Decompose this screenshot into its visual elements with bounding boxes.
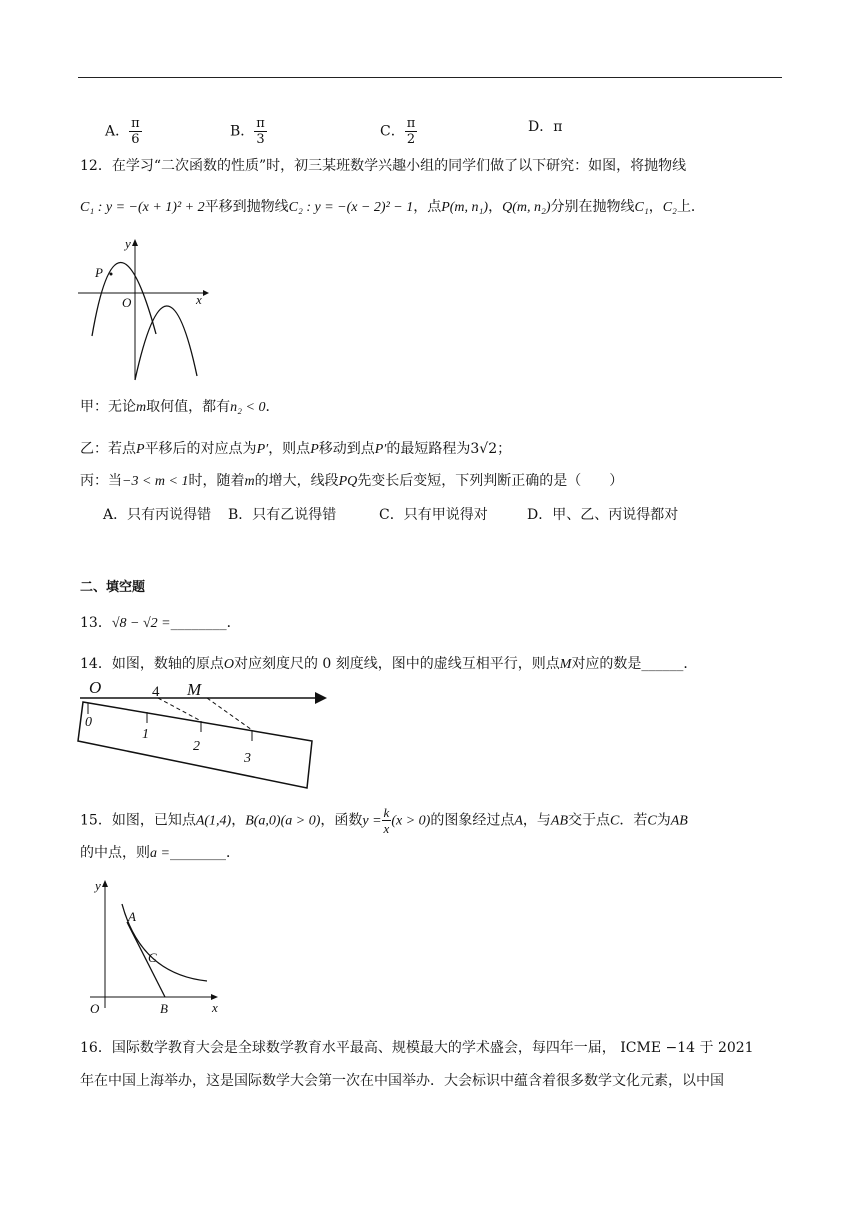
var-p: P — [310, 442, 319, 457]
option-label: C． — [380, 123, 405, 140]
text: 乙：若点 — [80, 441, 136, 457]
statement-yi — [80, 440, 511, 459]
point-b: B(a,0)(a > 0) — [245, 813, 321, 829]
label-x: x — [196, 292, 202, 307]
text: ．若 — [619, 812, 648, 829]
var-p: P — [136, 442, 145, 457]
text: ． — [225, 845, 240, 861]
var-m: M — [559, 657, 572, 672]
x-axis-arrow — [203, 290, 209, 296]
text: 15．如图，已知点 — [80, 812, 196, 829]
label-y: y — [125, 236, 131, 251]
q11-option-b — [230, 116, 267, 147]
q14-ruler-figure — [75, 676, 335, 791]
label-a: A — [128, 909, 136, 924]
fraction — [405, 116, 418, 147]
text: ． — [226, 615, 241, 631]
fraction — [382, 805, 392, 836]
answer-blank: ________ — [170, 615, 227, 631]
text: ，与 — [522, 812, 551, 829]
answer-blank: ________ — [169, 845, 226, 861]
text: 移动到点 — [318, 441, 375, 457]
ruler-label-0: 0 — [85, 715, 92, 730]
label-p: P — [95, 265, 103, 280]
text: ． — [265, 399, 280, 415]
q11-option-a — [105, 116, 142, 147]
text: ， — [648, 199, 663, 215]
text: ，则点 — [268, 441, 311, 457]
text: 对应刻度尺的 0 刻度线，图中的虚线互相平行，则点 — [233, 656, 560, 672]
text: ，点 — [413, 199, 442, 215]
condition: (x > 0) — [391, 813, 431, 829]
expression: √8 − √2 = — [111, 616, 171, 631]
inequality: −3 < m < 1 — [122, 474, 189, 489]
numerator: π — [406, 116, 416, 131]
text: ； — [497, 441, 512, 457]
text: 对应的数是______． — [571, 656, 698, 672]
text: ， — [231, 812, 246, 829]
text: 丙：当 — [80, 473, 122, 489]
c1: C₁ — [634, 200, 649, 215]
var-c: C — [647, 813, 657, 829]
c2: C₂ — [662, 200, 677, 215]
point-a: A(1,4) — [195, 813, 232, 829]
header-rule — [78, 77, 782, 78]
label-4: 4 — [152, 684, 160, 700]
var-p-prime: P′ — [256, 442, 269, 457]
fraction — [129, 116, 142, 147]
q11-option-c — [380, 116, 417, 147]
y-axis-arrow — [132, 239, 138, 246]
denominator: 6 — [131, 132, 140, 147]
q15-line1 — [80, 805, 688, 836]
inequality: n₂ < 0 — [230, 400, 266, 415]
q12-option-c: C．只有甲说得对 — [379, 507, 488, 523]
label-y: y — [95, 878, 101, 893]
text: 14．如图，数轴的原点 — [80, 656, 224, 672]
point-p-marker — [110, 273, 113, 276]
text: 分别在抛物线 — [550, 199, 635, 215]
denominator: x — [383, 821, 390, 836]
text: 先变长后变短，下列判断正确的是（ ） — [357, 473, 624, 489]
numerator: k — [383, 805, 390, 820]
text: 平移到抛物线 — [204, 199, 289, 215]
var-a-eq: a = — [150, 846, 170, 861]
parabola-c1-eq: C₁ : y = −(x + 1)² + 2 — [80, 200, 205, 215]
q12-option-a: A．只有丙说得错 — [103, 507, 212, 523]
text: ，函数 — [320, 812, 363, 829]
point-q: Q(m, n₂) — [502, 200, 551, 215]
q11-option-d — [528, 118, 562, 136]
option-value: π — [553, 119, 563, 135]
ruler-label-3: 3 — [244, 751, 251, 766]
q15-hyperbola-figure — [85, 878, 235, 1018]
text: 为 — [656, 812, 671, 829]
segment-ab: AB — [670, 813, 688, 829]
number-line-arrow — [315, 692, 327, 704]
q12-line1: 12．在学习“二次函数的性质”时，初三某班数学兴趣小组的同学们做了以下研究：如图，将抛物线 — [80, 158, 687, 174]
var-c: C — [610, 813, 620, 829]
fraction — [254, 116, 267, 147]
numerator: π — [256, 116, 265, 131]
text: 的图象经过点 — [430, 812, 515, 829]
text: 平移后的对应点为 — [144, 441, 257, 457]
q16-line2: 年在中国上海举办，这是国际数学大会第一次在中国举办．大会标识中蕴含着很多数学文化元素，以中国 — [80, 1073, 724, 1089]
denominator: 2 — [406, 132, 416, 147]
text: 的最短路程为 — [386, 441, 471, 457]
parabola-c2 — [135, 306, 197, 380]
point-p: P(m, n₁) — [441, 200, 489, 215]
denominator: 3 — [256, 132, 265, 147]
var-p-prime: P′ — [374, 442, 387, 457]
q12-option-b: B．只有乙说得错 — [228, 507, 337, 523]
dashed-line-2 — [207, 698, 252, 730]
text: 的中点，则 — [80, 845, 150, 861]
label-x: x — [212, 1000, 218, 1015]
statement-bing — [80, 472, 623, 491]
label-o: O — [90, 1001, 100, 1016]
text: ， — [488, 199, 503, 215]
y-axis-arrow — [102, 880, 108, 887]
text: 交于点 — [568, 812, 610, 829]
segment-ab — [127, 922, 165, 997]
q15-line2 — [80, 844, 240, 863]
label-m: M — [187, 680, 202, 699]
text: 时，随着 — [188, 473, 245, 489]
q12-option-d: D．甲、乙、丙说得都对 — [527, 507, 679, 523]
var-o: O — [223, 657, 234, 672]
var-a: A — [514, 813, 523, 829]
statement-jia — [80, 398, 279, 417]
text: 的增大，线段 — [254, 473, 339, 489]
func-y: y = — [362, 813, 382, 829]
value: 3√2 — [470, 441, 498, 457]
option-label: B． — [230, 123, 255, 140]
var-m: m — [136, 400, 147, 415]
ruler-label-2: 2 — [193, 739, 200, 754]
numerator: π — [131, 116, 140, 131]
q13 — [80, 614, 241, 633]
option-label: A． — [105, 123, 130, 140]
var-m: m — [244, 474, 255, 489]
q16-line1: 16．国际数学教育大会是全球数学教育水平最高、规模最大的学术盛会，每四年一届， ICME −14 于 2021 — [80, 1040, 754, 1056]
segment-pq: PQ — [338, 474, 358, 489]
text: 上． — [676, 199, 705, 215]
ruler-label-1: 1 — [142, 727, 149, 742]
text: 甲：无论 — [80, 399, 136, 415]
label-o: O — [89, 678, 102, 697]
section-title: 二、填空题 — [80, 580, 146, 595]
q14-text — [80, 655, 697, 674]
segment-ab: AB — [550, 813, 568, 829]
text: 取何值，都有 — [146, 399, 231, 415]
label-o: O — [122, 295, 132, 310]
dashed-line-1 — [158, 698, 201, 721]
label-c: C — [148, 950, 157, 965]
q12-parabola-figure — [75, 232, 215, 382]
parabola-c2-eq: C₂ : y = −(x − 2)² − 1 — [288, 200, 414, 215]
question-number: 13． — [80, 615, 112, 631]
option-label: D． — [528, 119, 554, 135]
label-b: B — [160, 1001, 168, 1016]
q12-line2 — [80, 198, 705, 217]
